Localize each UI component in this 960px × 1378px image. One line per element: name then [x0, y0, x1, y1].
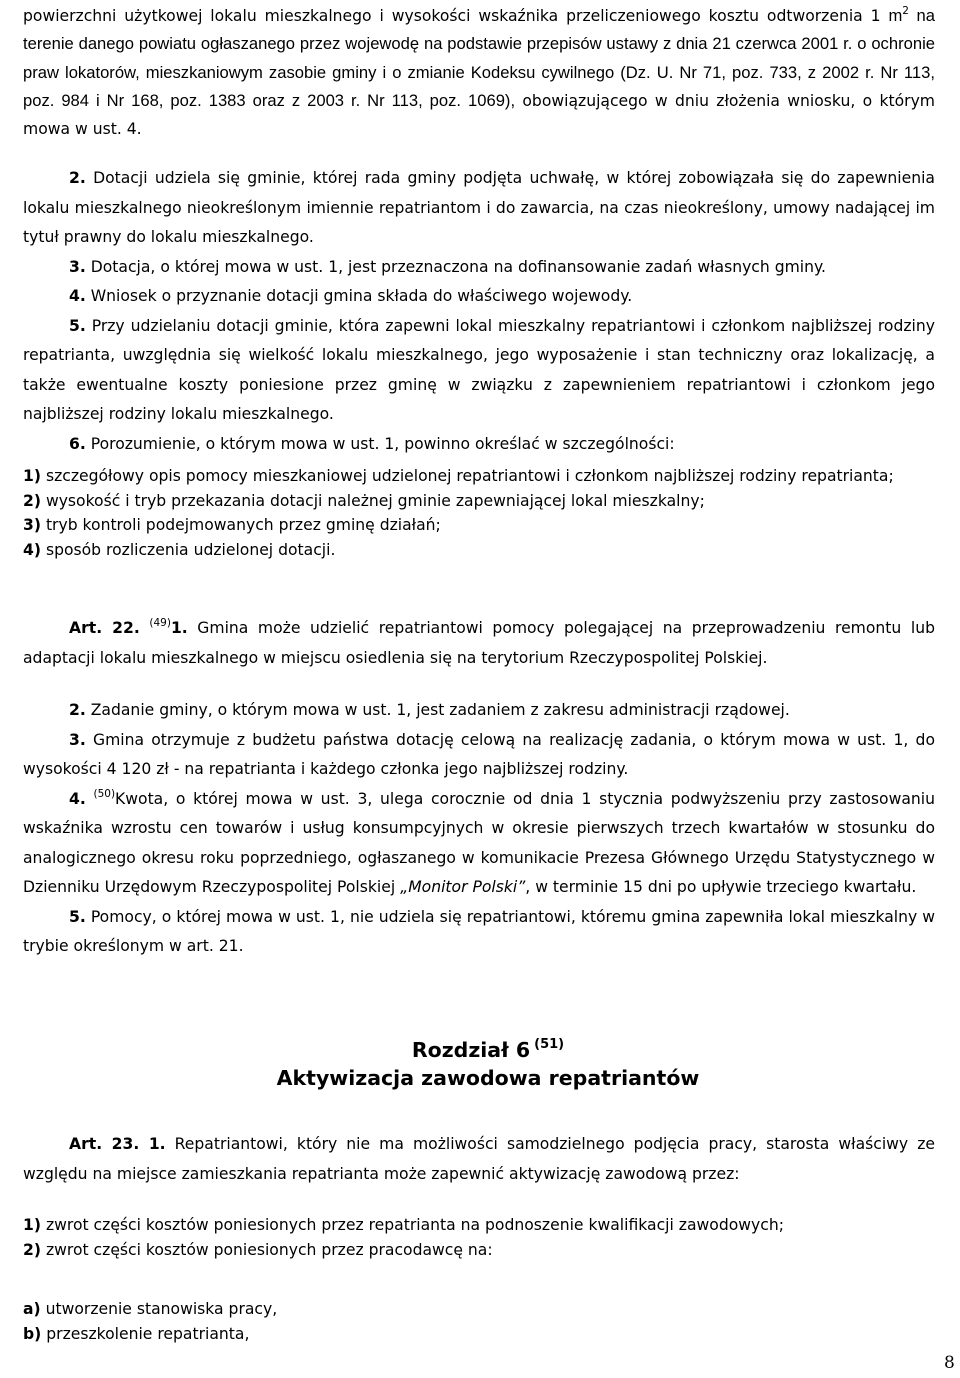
art22-p3-text: Gmina otrzymuje z budżetu państwa dotację celową na realizację zadania, o którym mowa w ust. 1, do wysokości 4 120 zł - na repatrianta i każdego członka jego najbliższej rodziny.: [23, 730, 935, 778]
art21-p4: [23, 282, 935, 312]
monitor-polski-title: „Monitor Polski”: [400, 878, 526, 896]
list-item-text: szczegółowy opis pomocy mieszkaniowej udzielonej repatriantowi i członkom najbliższej rodziny repatrianta;: [40, 467, 894, 485]
art21-p3-num: 3.: [69, 257, 86, 276]
list-item: [23, 513, 953, 538]
list-item-num: a): [23, 1300, 41, 1318]
art21-p2: [23, 164, 935, 253]
intro-line2: na terenie danego powiatu ogłaszanego przez wojewodę na podstawie przepisów ustawy z dnia 21 czerwca 2001 r. o ochronie praw lokatorów, mieszkaniowym zasobie gminy i o zmianie Kodeksu cywilnego (Dz. U. Nr 71, poz. 733, z 2002 r. Nr 113, poz. 984 i Nr 168, poz. 1383 oraz z 2003 r. Nr 113, poz. 1069),: [23, 6, 935, 111]
chapter-subtitle: Aktywizacja zawodowa repatriantów: [276, 1066, 700, 1090]
chapter-footnote: (51): [534, 1037, 565, 1052]
list-item-num: b): [23, 1325, 42, 1343]
art22-p5-text: Pomocy, o której mowa w ust. 1, nie udziela się repatriantowi, któremu gmina zapewniła lokal mieszkalny w trybie określonym w art. 21.: [23, 907, 935, 955]
list-item: [23, 1213, 935, 1238]
list-item-text: zwrot części kosztów poniesionych przez pracodawcę na:: [40, 1241, 493, 1259]
art21-p2-num: 2.: [69, 169, 86, 187]
list-item-num: 1): [23, 1216, 41, 1234]
intro-tail: obowiązującego w dniu złożenia wniosku, o którym mowa w ust. 4.: [23, 92, 935, 138]
art22-p4-tail: , w terminie 15 dni po upływie trzeciego kwartału.: [525, 878, 917, 896]
list-item-num: 1): [23, 467, 41, 485]
list-item: [23, 1297, 935, 1322]
art21-p6: [23, 430, 935, 460]
list-item-text: wysokość i tryb przekazania dotacji należnej gminie zapewniającej lokal mieszkalny;: [40, 491, 705, 510]
list-item: [23, 489, 953, 514]
art23-p1-text: Repatriantowi, który nie ma możliwości samodzielnego podjęcia pracy, starosta właściwy ze względu na miejsce zamieszkania repatrianta może zapewnić aktywizację zawodową przez:: [23, 1135, 935, 1183]
list-item-text: tryb kontroli podejmowanych przez gminę działań;: [40, 516, 441, 534]
art21-p6-num: 6.: [69, 434, 86, 453]
list-item-text: sposób rozliczenia udzielonej dotacji.: [40, 540, 336, 559]
art22-p5: [23, 903, 935, 962]
art21-p2-text: Dotacji udziela się gminie, której rada gminy podjęta uchwałę, w której zobowiązała się do zapewnienia lokalu mieszkalnego nieokreślonym imiennie repatriantom i do zawarcia, na czas nieokreślony, umowy nadającej im tytuł prawny do lokalu mieszkalnego.: [23, 169, 935, 246]
art22-p1: [23, 614, 935, 673]
art22-p5-num: 5.: [69, 907, 86, 926]
list-item-text: przeszkolenie repatrianta,: [41, 1325, 250, 1343]
intro-unit: m: [888, 6, 903, 25]
chapter-title-text: Rozdział 6: [411, 1038, 531, 1062]
list-item-num: 3): [23, 516, 41, 534]
list-item: [23, 464, 953, 489]
chapter-heading: [23, 1036, 953, 1092]
art22-p2: [23, 696, 935, 726]
art22-label: Art. 22.: [69, 619, 140, 637]
art22-p2-num: 2.: [69, 701, 86, 719]
art22-p1-num: 1.: [170, 619, 188, 637]
list-item: [23, 1238, 935, 1263]
list-item-text: utworzenie stanowiska pracy,: [40, 1300, 278, 1318]
list-item-text: zwrot części kosztów poniesionych przez repatrianta na podnoszenie kwalifikacji zawodowych;: [40, 1216, 784, 1234]
art23-letter-list: [23, 1297, 935, 1347]
art21-list: [23, 464, 953, 562]
art21-p4-num: 4.: [69, 287, 86, 305]
intro-line1: powierzchni użytkowej lokalu mieszkalnego i wysokości wskaźnika przeliczeniowego kosztu odtworzenia 1: [23, 7, 881, 25]
art21-p5: [23, 312, 935, 430]
intro-paragraph: [23, 2, 935, 143]
art21-p4-text: Wniosek o przyznanie dotacji gmina składa do właściwego wojewody.: [85, 287, 633, 305]
art22-p4-num: 4.: [69, 789, 86, 808]
art21-section: [23, 164, 935, 459]
page-number: 8: [944, 1353, 955, 1373]
art23-label: Art. 23. 1.: [69, 1135, 166, 1153]
art21-p3: [23, 253, 935, 283]
art23-p1: [23, 1130, 935, 1189]
art22-p4-text: Kwota, o której mowa w ust. 3, ulega corocznie od dnia 1 stycznia podwyższeniu przy zastosowaniu wskaźnika wzrostu cen towarów i usług konsumpcyjnych w okresie pierwszych trzech kwartałów w stosunku do analogicznego okresu roku poprzedniego, ogłaszanego w komunikacie Prezesa Głównego Urzędu Statystycznego w Dzienniku Urzędowym Rzeczypospolitej Polskiej: [23, 789, 935, 896]
list-item: [23, 538, 953, 563]
art21-p5-text: Przy udzielaniu dotacji gminie, która zapewni lokal mieszkalny repatriantowi i członkom najbliższej rodziny repatrianta, uwzględnia się wielkość lokalu mieszkalnego, jego wyposażenie i stan techniczny oraz lokalizację, a także ewentualne koszty poniesione przez gminę w związku z zapewnieniem repatriantowi i członkom jego najbliższej rodziny lokalu mieszkalnego.: [23, 316, 935, 423]
list-item-num: 2): [23, 491, 41, 510]
art21-p6-text: Porozumienie, o którym mowa w ust. 1, powinno określać w szczególności:: [85, 434, 675, 453]
art23-list: [23, 1213, 935, 1263]
chapter-title: [23, 1036, 953, 1064]
art21-p3-text: Dotacja, o której mowa w ust. 1, jest przeznaczona na dofinansowanie zadań własnych gminy.: [85, 257, 826, 276]
list-item-num: 4): [23, 540, 41, 559]
art22-section: [23, 696, 935, 962]
art22-p2-text: Zadanie gminy, o którym mowa w ust. 1, jest zadaniem z zakresu administracji rządowej.: [85, 701, 790, 719]
art22-p3-num: 3.: [69, 730, 86, 749]
list-item: [23, 1322, 935, 1347]
art22-p1-text: Gmina może udzielić repatriantowi pomocy polegającej na przeprowadzeniu remontu lub adaptacji lokalu mieszkalnego w miejscu osiedlenia się na terytorium Rzeczypospolitej Polskiej.: [23, 619, 935, 667]
art22-p4-footnote: (50): [93, 787, 116, 800]
art21-p5-num: 5.: [69, 316, 86, 335]
art22-p3: [23, 726, 935, 785]
intro-unit-sup: 2: [902, 5, 909, 17]
list-item-num: 2): [23, 1241, 41, 1259]
art22-footnote: (49): [149, 617, 171, 629]
art22-p4: [23, 785, 935, 903]
